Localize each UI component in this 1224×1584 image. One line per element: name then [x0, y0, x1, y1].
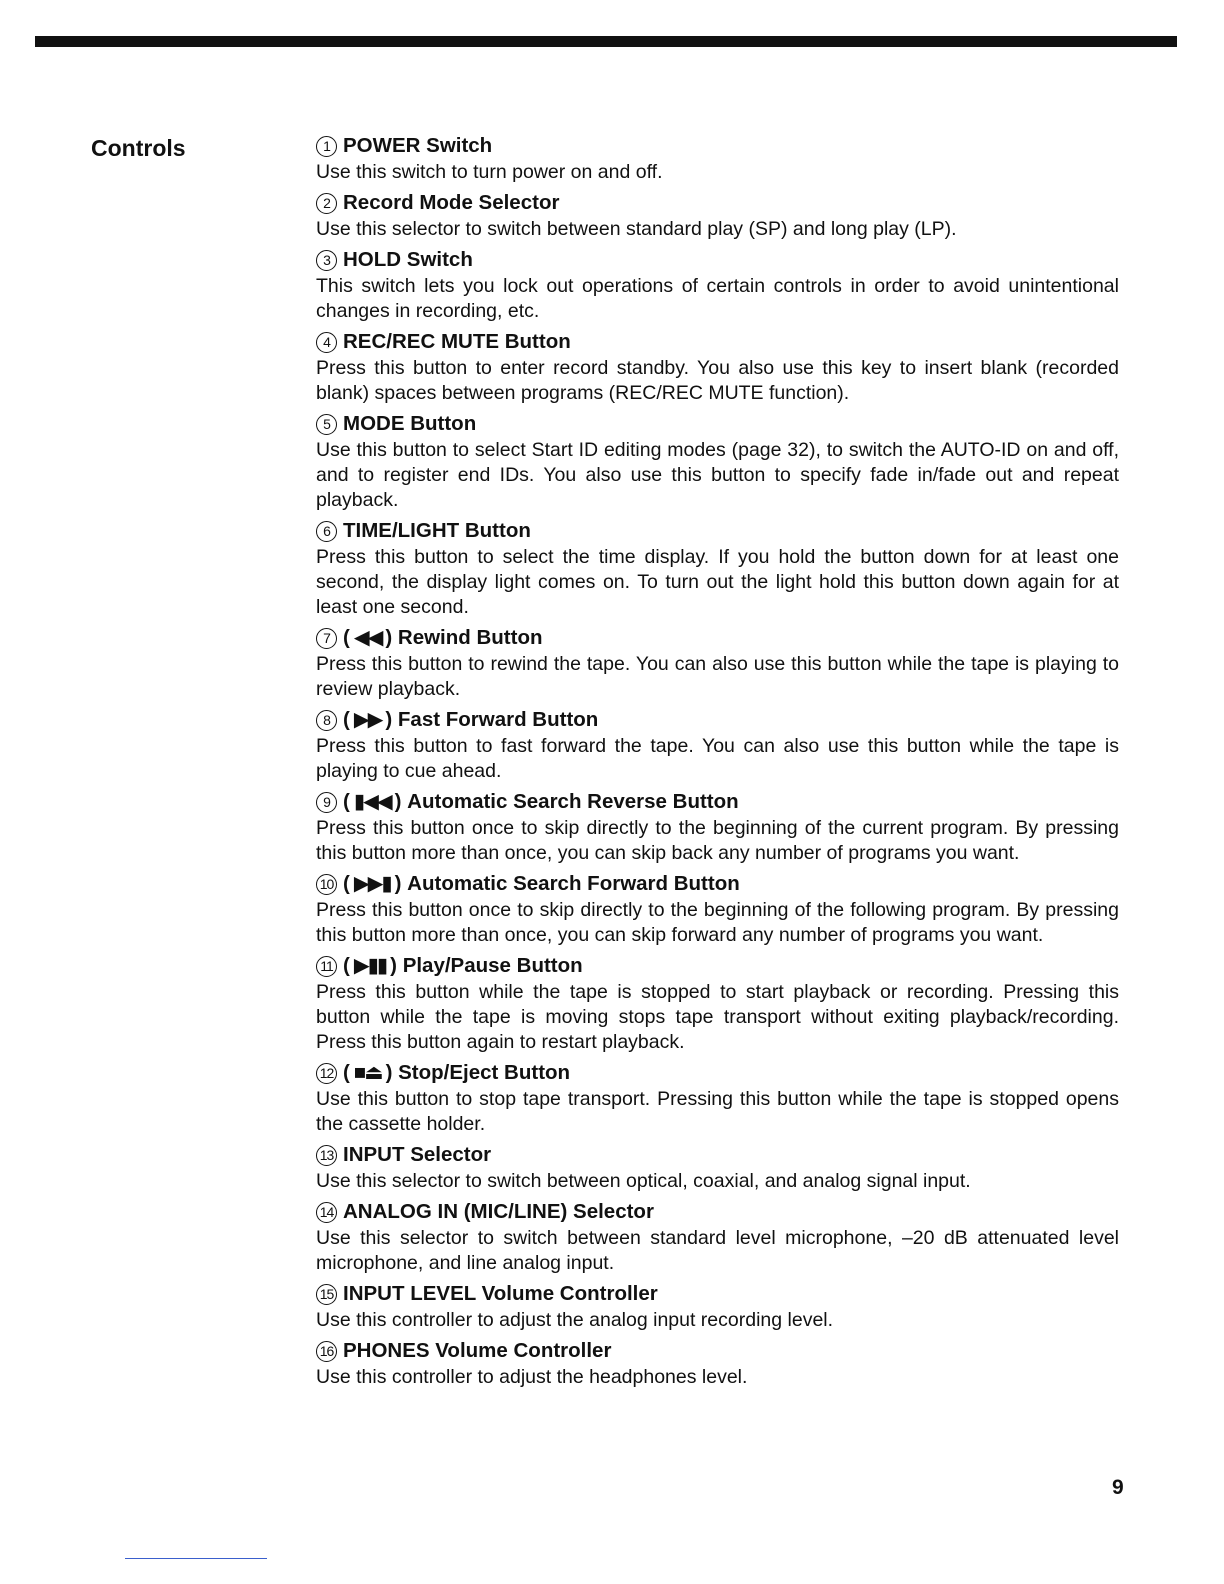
- control-description: Use this controller to adjust the headphones level.: [316, 1366, 748, 1388]
- control-item: [316, 706, 1119, 784]
- paren-close: ): [385, 1061, 399, 1084]
- control-description: Use this selector to switch between standard play (SP) and long play (LP).: [316, 218, 957, 240]
- control-number: 7: [316, 628, 337, 649]
- control-item: [316, 132, 1119, 185]
- control-number: 1: [316, 136, 337, 157]
- control-heading: [316, 1198, 1119, 1226]
- control-heading: [316, 246, 1119, 274]
- paren-close: ): [385, 626, 398, 649]
- control-heading: [316, 870, 1119, 898]
- control-heading: [316, 1059, 1119, 1087]
- control-description: Press this button to enter record standby. You also use this key to insert blank (recorded blank) spaces between programs (REC/REC MUTE function).: [316, 357, 1119, 404]
- control-title: Stop/Eject Button: [398, 1061, 571, 1084]
- control-description: Use this selector to switch between standard level microphone, –20 dB attenuated level microphone, and line analog input.: [316, 1227, 1119, 1274]
- section-title: Controls: [91, 135, 186, 161]
- control-title: HOLD Switch: [343, 248, 473, 271]
- control-heading: [316, 706, 1119, 734]
- control-number: 4: [316, 332, 337, 353]
- control-item: [316, 952, 1119, 1055]
- control-item: [316, 328, 1119, 406]
- control-item: [316, 1141, 1119, 1194]
- top-rule: [35, 36, 1177, 47]
- control-description: Press this button to select the time display. If you hold the button down for at least one second, the display light comes on. To turn out the light hold this button down again for at least one second.: [316, 546, 1119, 618]
- control-item: [316, 246, 1119, 324]
- control-description: Press this button once to skip directly to the beginning of the following program. By pressing this button more than once, you can skip forward any number of programs you want.: [316, 899, 1119, 946]
- paren-open: (: [343, 626, 350, 649]
- control-description: Press this button to fast forward the tape. You can also use this button while the tape is playing to cue ahead.: [316, 735, 1119, 782]
- control-description: Use this button to stop tape transport. Pressing this button while the tape is stopped opens the cassette holder.: [316, 1088, 1119, 1135]
- control-number: 5: [316, 414, 337, 435]
- control-heading: [316, 410, 1119, 438]
- control-description: Use this controller to adjust the analog input recording level.: [316, 1309, 834, 1331]
- control-number: 14: [316, 1202, 337, 1223]
- paren-open: (: [343, 954, 350, 977]
- control-title: Automatic Search Reverse Button: [407, 790, 739, 813]
- transport-symbol-icon: ■⏏: [353, 1061, 382, 1084]
- control-number: 11: [316, 956, 337, 977]
- control-number: 9: [316, 792, 337, 813]
- control-title: ANALOG IN (MIC/LINE) Selector: [343, 1200, 654, 1223]
- control-description: Press this button to rewind the tape. You can also use this button while the tape is playing to review playback.: [316, 653, 1119, 700]
- paren-open: (: [343, 872, 350, 895]
- transport-symbol-icon: ▶▶: [353, 708, 382, 731]
- paren-open: (: [343, 708, 350, 731]
- control-description: Press this button while the tape is stopped to start playback or recording. Pressing this button while the tape is moving stops tape transport without exiting playback/recording. Press this button again to restart playback.: [316, 981, 1119, 1053]
- control-description: Use this selector to switch between optical, coaxial, and analog signal input.: [316, 1170, 971, 1192]
- control-heading: [316, 952, 1119, 980]
- control-item: [316, 189, 1119, 242]
- bottom-line: [125, 1558, 267, 1559]
- transport-symbol-icon: ◀◀: [353, 626, 382, 649]
- control-item: [316, 1280, 1119, 1333]
- control-title: Automatic Search Forward Button: [407, 872, 740, 895]
- control-title: Record Mode Selector: [343, 191, 560, 214]
- control-item: [316, 1059, 1119, 1137]
- control-title: Rewind Button: [397, 626, 543, 649]
- control-title: TIME/LIGHT Button: [343, 519, 531, 542]
- control-heading: [316, 1141, 1119, 1169]
- transport-symbol-icon: ▶▮▮: [353, 954, 387, 977]
- control-heading: [316, 189, 1119, 217]
- control-description: Press this button once to skip directly to the beginning of the current program. By pressing this button more than once, you can skip back any number of programs you want.: [316, 817, 1119, 864]
- control-number: 10: [316, 874, 337, 895]
- control-title: PHONES Volume Controller: [343, 1339, 612, 1362]
- control-description: Use this switch to turn power on and off.: [316, 161, 663, 183]
- control-item: [316, 788, 1119, 866]
- control-title: POWER Switch: [343, 134, 493, 157]
- control-number: 3: [316, 250, 337, 271]
- transport-symbol-icon: ▶▶▮: [353, 872, 391, 895]
- control-heading: [316, 788, 1119, 816]
- control-item: [316, 1337, 1119, 1390]
- control-number: 15: [316, 1284, 337, 1305]
- control-item: [316, 410, 1119, 513]
- control-number: 2: [316, 193, 337, 214]
- control-heading: [316, 328, 1119, 356]
- control-number: 8: [316, 710, 337, 731]
- transport-symbol-icon: ▮◀◀: [353, 790, 391, 813]
- paren-open: (: [343, 790, 350, 813]
- control-heading: [316, 132, 1119, 160]
- control-number: 13: [316, 1145, 337, 1166]
- control-title: Fast Forward Button: [397, 708, 599, 731]
- control-title: INPUT Selector: [343, 1143, 492, 1166]
- control-title: MODE Button: [343, 412, 477, 435]
- control-title: Play/Pause Button: [402, 954, 583, 977]
- control-item: [316, 870, 1119, 948]
- control-item: [316, 624, 1119, 702]
- control-heading: [316, 1280, 1119, 1308]
- paren-close: ): [394, 790, 408, 813]
- control-heading: [316, 1337, 1119, 1365]
- paren-open: (: [343, 1061, 350, 1084]
- paren-close: ): [390, 954, 403, 977]
- control-item: [316, 1198, 1119, 1276]
- control-title: INPUT LEVEL Volume Controller: [343, 1282, 658, 1305]
- control-heading: [316, 517, 1119, 545]
- control-description: Use this button to select Start ID editing modes (page 32), to switch the AUTO-ID on and off, and to register end IDs. You also use this button to specify fade in/fade out and repeat playback.: [316, 439, 1119, 511]
- control-item: [316, 517, 1119, 620]
- controls-list: [316, 132, 1119, 1394]
- control-title: REC/REC MUTE Button: [343, 330, 571, 353]
- page-number: 9: [1112, 1476, 1124, 1499]
- paren-close: ): [394, 872, 408, 895]
- control-heading: [316, 624, 1119, 652]
- control-number: 16: [316, 1341, 337, 1362]
- control-number: 6: [316, 521, 337, 542]
- paren-close: ): [385, 708, 398, 731]
- control-number: 12: [316, 1063, 337, 1084]
- control-description: This switch lets you lock out operations of certain controls in order to avoid unintentional changes in recording, etc.: [316, 275, 1119, 322]
